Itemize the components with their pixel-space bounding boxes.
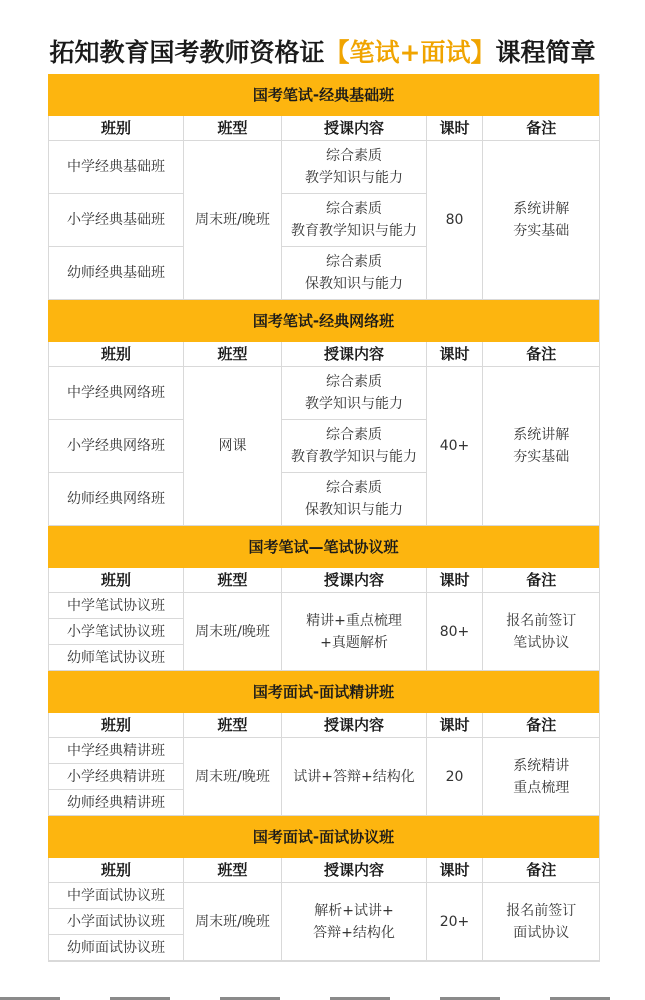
column-header-hours: 课时 <box>427 116 483 141</box>
class-name-cell: 幼师面试协议班 <box>49 935 184 961</box>
column-header-row <box>49 568 600 593</box>
table-row <box>49 593 600 619</box>
column-header-hours: 课时 <box>427 342 483 367</box>
class-name-cell: 中学经典基础班 <box>49 141 184 194</box>
class-name-cell: 小学经典网络班 <box>49 420 184 473</box>
title-highlight: 【笔试+面试】 <box>324 37 496 67</box>
class-type-cell: 周末班/晚班 <box>184 593 282 671</box>
column-header-content: 授课内容 <box>282 568 427 593</box>
title-suffix: 课程简章 <box>495 37 596 67</box>
note-cell: 系统讲解 夯实基础 <box>483 141 600 300</box>
class-name-cell: 小学经典基础班 <box>49 194 184 247</box>
column-header-class: 班别 <box>49 858 184 883</box>
column-header-type: 班型 <box>184 713 282 738</box>
course-content-cell: 综合素质 教学知识与能力 <box>282 367 427 420</box>
note-cell: 系统讲解 夯实基础 <box>483 367 600 526</box>
course-table-written-online <box>48 342 600 526</box>
course-content-cell: 试讲+答辩+结构化 <box>282 738 427 816</box>
note-cell: 系统精讲 重点梳理 <box>483 738 600 816</box>
column-header-type: 班型 <box>184 342 282 367</box>
table-row <box>49 367 600 420</box>
class-type-cell: 网课 <box>184 367 282 526</box>
note-cell: 报名前签订 面试协议 <box>483 883 600 961</box>
column-header-hours: 课时 <box>427 858 483 883</box>
column-header-note: 备注 <box>483 858 600 883</box>
column-header-class: 班别 <box>49 342 184 367</box>
class-name-cell: 幼师经典基础班 <box>49 247 184 300</box>
class-type-cell: 周末班/晚班 <box>184 883 282 961</box>
column-header-content: 授课内容 <box>282 713 427 738</box>
class-name-cell: 中学经典精讲班 <box>49 738 184 764</box>
table-row <box>49 738 600 764</box>
course-table-interview-intensive <box>48 713 600 816</box>
column-header-class: 班别 <box>49 116 184 141</box>
class-name-cell: 幼师经典网络班 <box>49 473 184 526</box>
course-content-cell: 综合素质 教育教学知识与能力 <box>282 420 427 473</box>
class-name-cell: 幼师经典精讲班 <box>49 790 184 816</box>
table-row <box>49 883 600 909</box>
course-content-cell: 精讲+重点梳理 +真题解析 <box>282 593 427 671</box>
column-header-row <box>49 858 600 883</box>
course-content-cell: 综合素质 保教知识与能力 <box>282 473 427 526</box>
column-header-note: 备注 <box>483 342 600 367</box>
class-name-cell: 小学经典精讲班 <box>49 764 184 790</box>
table-row <box>49 141 600 194</box>
course-content-cell: 解析+试讲+ 答辩+结构化 <box>282 883 427 961</box>
title-prefix: 拓知教育国考教师资格证 <box>49 37 325 67</box>
class-name-cell: 中学面试协议班 <box>49 883 184 909</box>
class-name-cell: 幼师笔试协议班 <box>49 645 184 671</box>
hours-cell: 20 <box>427 738 483 816</box>
column-header-note: 备注 <box>483 713 600 738</box>
course-table-interview-agreement <box>48 858 600 961</box>
column-header-type: 班型 <box>184 858 282 883</box>
course-table-written-basic <box>48 116 600 300</box>
class-type-cell: 周末班/晚班 <box>184 738 282 816</box>
column-header-note: 备注 <box>483 116 600 141</box>
note-cell: 报名前签订 笔试协议 <box>483 593 600 671</box>
hours-cell: 40+ <box>427 367 483 526</box>
class-name-cell: 中学笔试协议班 <box>49 593 184 619</box>
course-table-written-agreement <box>48 568 600 671</box>
class-name-cell: 小学笔试协议班 <box>49 619 184 645</box>
course-content-cell: 综合素质 教学知识与能力 <box>282 141 427 194</box>
class-name-cell: 小学面试协议班 <box>49 909 184 935</box>
section-header-written-basic: 国考笔试-经典基础班 <box>48 74 599 116</box>
class-name-cell: 中学经典网络班 <box>49 367 184 420</box>
column-header-hours: 课时 <box>427 568 483 593</box>
course-content-cell: 综合素质 教育教学知识与能力 <box>282 194 427 247</box>
hours-cell: 80+ <box>427 593 483 671</box>
column-header-type: 班型 <box>184 568 282 593</box>
column-header-content: 授课内容 <box>282 116 427 141</box>
column-header-content: 授课内容 <box>282 342 427 367</box>
column-header-row <box>49 116 600 141</box>
column-header-row <box>49 342 600 367</box>
column-header-note: 备注 <box>483 568 600 593</box>
column-header-hours: 课时 <box>427 713 483 738</box>
section-header-interview-agreement: 国考面试-面试协议班 <box>48 816 599 858</box>
column-header-class: 班别 <box>49 713 184 738</box>
course-content-cell: 综合素质 保教知识与能力 <box>282 247 427 300</box>
hours-cell: 20+ <box>427 883 483 961</box>
course-tables <box>48 74 600 962</box>
hours-cell: 80 <box>427 141 483 300</box>
section-header-written-online: 国考笔试-经典网络班 <box>48 300 599 342</box>
class-type-cell: 周末班/晚班 <box>184 141 282 300</box>
column-header-class: 班别 <box>49 568 184 593</box>
section-header-interview-intensive: 国考面试-面试精讲班 <box>48 671 599 713</box>
column-header-content: 授课内容 <box>282 858 427 883</box>
section-header-written-agreement: 国考笔试—笔试协议班 <box>48 526 599 568</box>
column-header-type: 班型 <box>184 116 282 141</box>
column-header-row <box>49 713 600 738</box>
